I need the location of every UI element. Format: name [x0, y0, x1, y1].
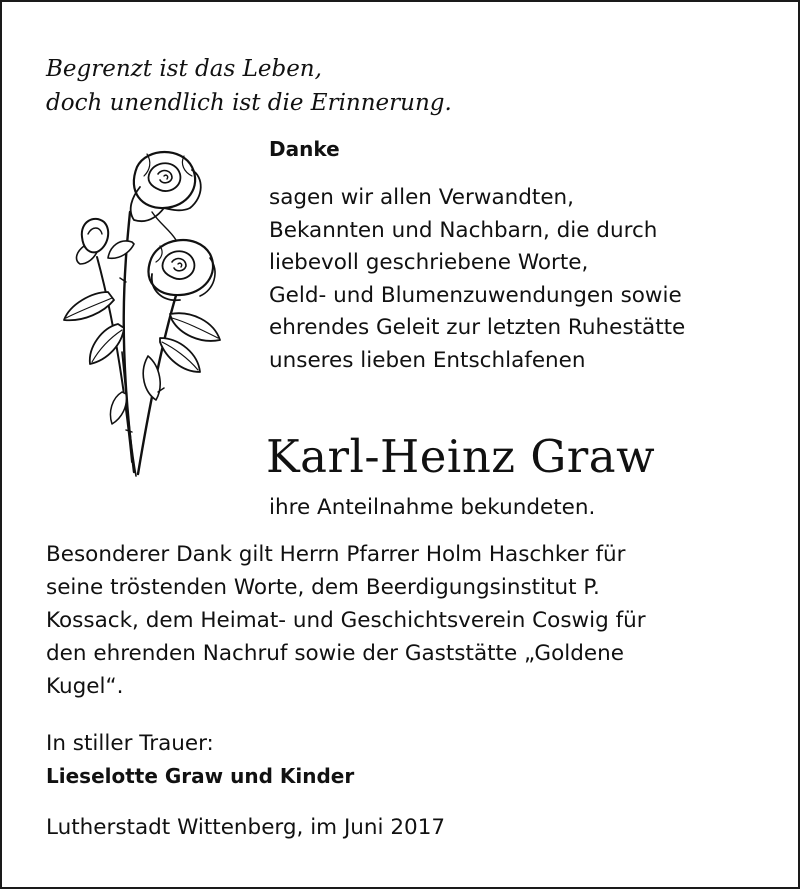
- motto-line: Begrenzt ist das Leben,: [46, 56, 322, 82]
- deceased-name: Karl-Heinz Graw: [266, 430, 656, 483]
- thanks-line: liebevoll geschriebene Worte,: [269, 250, 589, 275]
- thanks-line: sagen wir allen Verwandten,: [269, 185, 575, 210]
- mourners-signature: Lieselotte Graw und Kinder: [46, 764, 355, 788]
- special-thanks-line: seine tröstenden Worte, dem Beerdigungsinstitut P.: [46, 575, 600, 600]
- special-thanks-line: Besonderer Dank gilt Herrn Pfarrer Holm Haschker für: [46, 542, 626, 567]
- mourning-intro: In stiller Trauer:: [46, 731, 214, 756]
- special-thanks-line: Kugel“.: [46, 674, 124, 699]
- special-thanks-line: den ehrenden Nachruf sowie der Gaststätte „Goldene: [46, 641, 624, 666]
- thanks-text: [269, 182, 685, 377]
- thanks-heading: Danke: [269, 137, 340, 161]
- special-thanks-line: Kossack, dem Heimat- und Geschichtsverein Coswig für: [46, 608, 646, 633]
- roses-icon: [52, 142, 247, 482]
- thanks-line: Geld- und Blumenzuwendungen sowie: [269, 282, 682, 308]
- thanks-line: ehrendes Geleit zur letzten Ruhestätte: [269, 315, 686, 340]
- special-thanks: [46, 538, 646, 703]
- motto-line: doch unendlich ist die Erinnerung.: [46, 90, 452, 116]
- motto: [46, 52, 452, 120]
- thanks-line: Bekannten und Nachbarn, die durch: [269, 217, 658, 243]
- place-and-date: Lutherstadt Wittenberg, im Juni 2017: [46, 815, 446, 840]
- condolence-line: ihre Anteilnahme bekundeten.: [269, 495, 596, 520]
- thanks-line: unseres lieben Entschlafenen: [269, 347, 586, 373]
